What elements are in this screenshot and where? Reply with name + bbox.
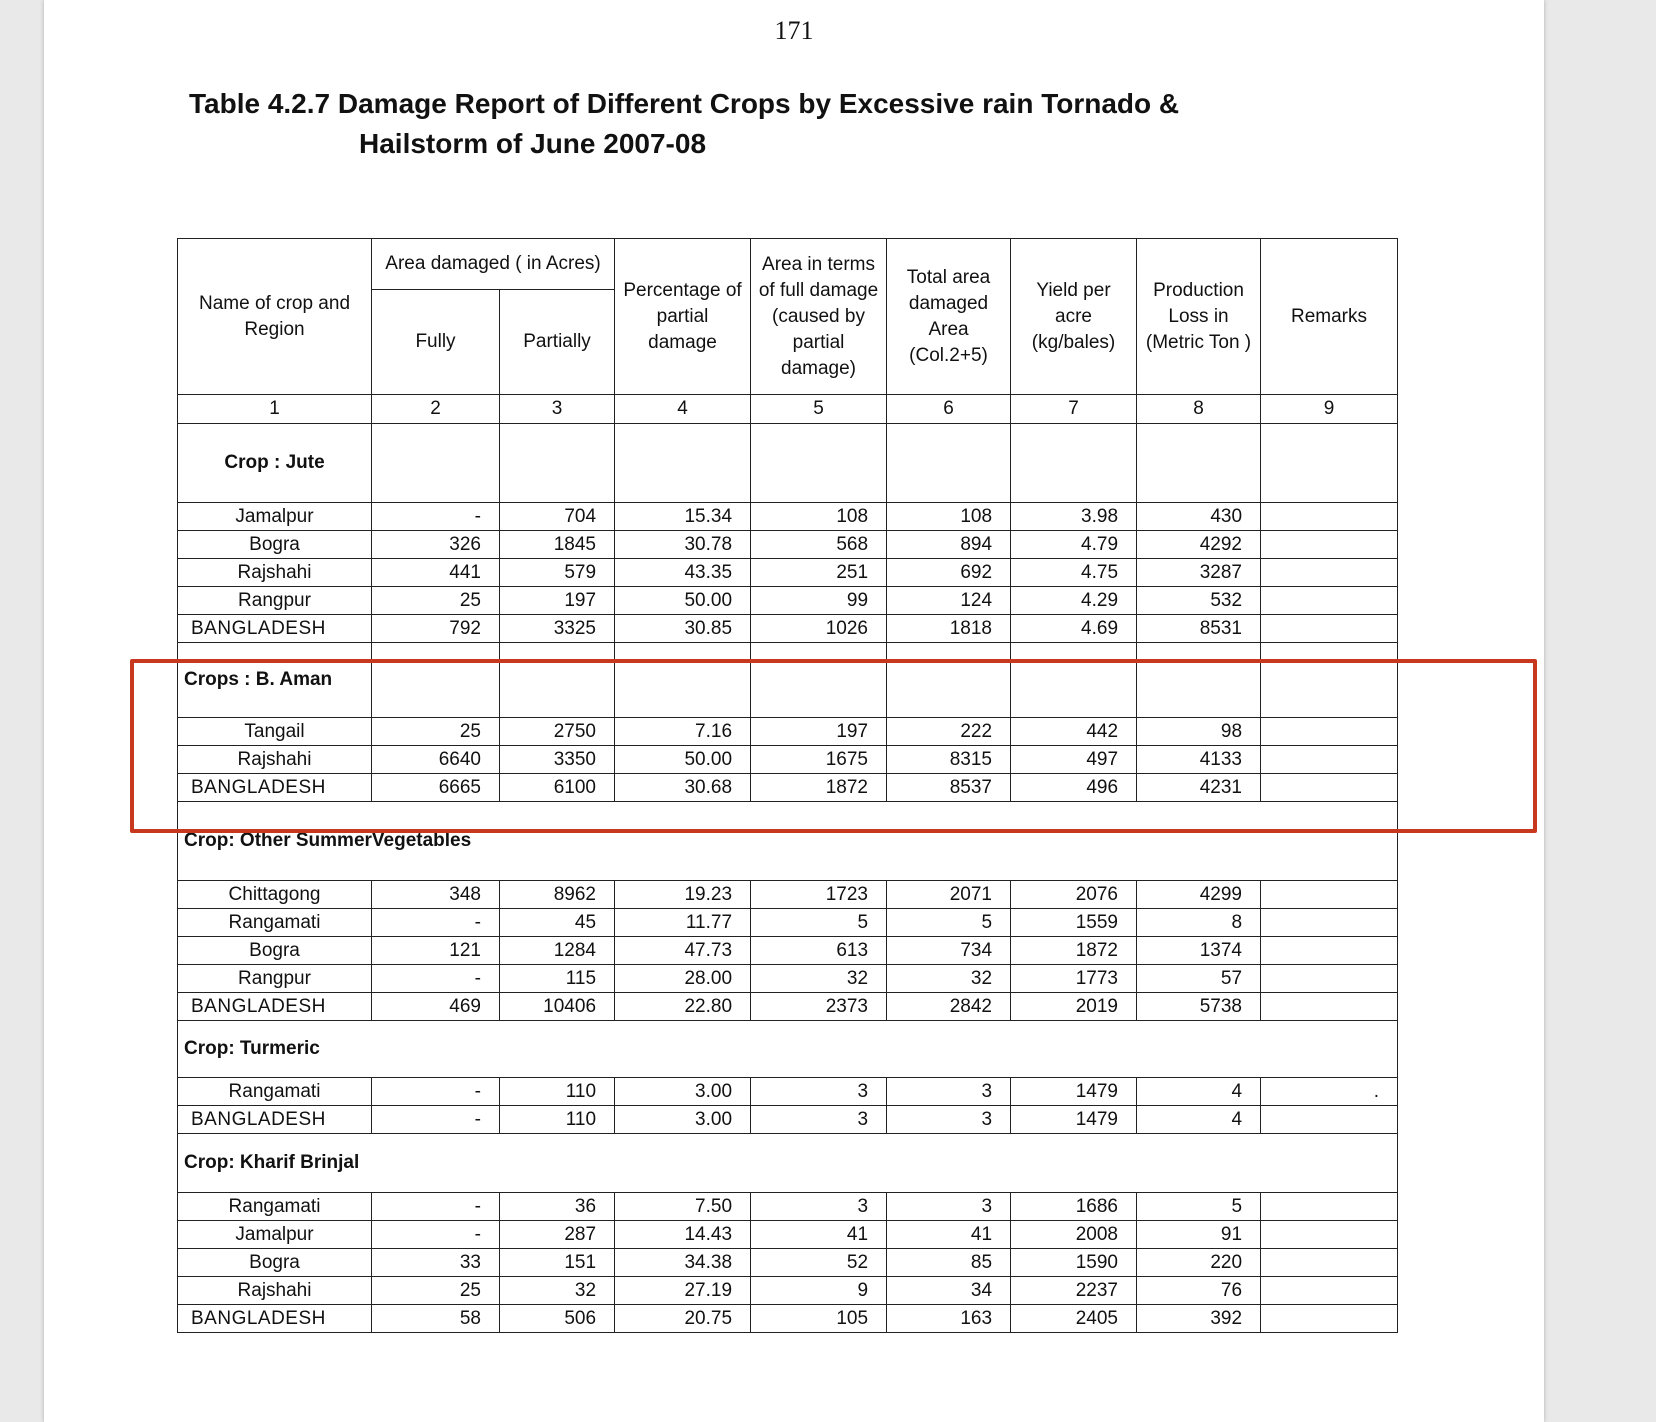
value-cell: 25 — [372, 1277, 500, 1305]
table-row — [178, 909, 1398, 937]
table-row — [178, 1277, 1398, 1305]
table-row — [178, 1193, 1398, 1221]
total-row — [178, 993, 1398, 1021]
value-cell: - — [372, 965, 500, 993]
region-cell: Rangpur — [178, 587, 372, 615]
value-cell: 1773 — [1011, 965, 1137, 993]
region-cell: Rangamati — [178, 1193, 372, 1221]
region-cell: Rajshahi — [178, 1277, 372, 1305]
value-cell: 251 — [751, 559, 887, 587]
section-label: Crop : Jute — [178, 424, 372, 503]
value-cell — [1261, 587, 1398, 615]
total-value: 3325 — [500, 615, 615, 643]
value-cell: 8315 — [887, 746, 1011, 774]
header-name: Name of crop and Region — [178, 239, 372, 395]
value-cell: 326 — [372, 531, 500, 559]
total-value: 110 — [500, 1106, 615, 1134]
column-number: 1 — [178, 395, 372, 424]
value-cell: 442 — [1011, 718, 1137, 746]
value-cell: 5 — [1137, 1193, 1261, 1221]
value-cell: 3 — [887, 1193, 1011, 1221]
value-cell: 41 — [751, 1221, 887, 1249]
section-row — [178, 1021, 1398, 1078]
value-cell: 98 — [1137, 718, 1261, 746]
value-cell: 1590 — [1011, 1249, 1137, 1277]
value-cell: 894 — [887, 531, 1011, 559]
value-cell: 1686 — [1011, 1193, 1137, 1221]
value-cell — [1261, 1249, 1398, 1277]
value-cell: 15.34 — [615, 503, 751, 531]
value-cell: - — [372, 1221, 500, 1249]
header-total-area: Total area damaged Area (Col.2+5) — [887, 239, 1011, 395]
table-title — [189, 84, 1179, 164]
value-cell: 32 — [751, 965, 887, 993]
value-cell: 7.16 — [615, 718, 751, 746]
section-empty-cell — [751, 424, 887, 503]
total-value: 3 — [751, 1106, 887, 1134]
value-cell: 124 — [887, 587, 1011, 615]
value-cell: 2237 — [1011, 1277, 1137, 1305]
value-cell: 115 — [500, 965, 615, 993]
highlight-box — [130, 659, 1537, 833]
value-cell: 692 — [887, 559, 1011, 587]
value-cell: 43.35 — [615, 559, 751, 587]
section-empty-cell — [1137, 424, 1261, 503]
region-cell: Rajshahi — [178, 746, 372, 774]
value-cell: 222 — [887, 718, 1011, 746]
value-cell: 704 — [500, 503, 615, 531]
region-cell: Bogra — [178, 1249, 372, 1277]
value-cell: 45 — [500, 909, 615, 937]
total-label: BANGLADESH — [178, 615, 372, 643]
table-row — [178, 881, 1398, 909]
total-value: 469 — [372, 993, 500, 1021]
value-cell: 441 — [372, 559, 500, 587]
value-cell: 4299 — [1137, 881, 1261, 909]
total-value: 58 — [372, 1305, 500, 1333]
value-cell: 91 — [1137, 1221, 1261, 1249]
total-value: 5738 — [1137, 993, 1261, 1021]
region-cell: Jamalpur — [178, 1221, 372, 1249]
value-cell: 1845 — [500, 531, 615, 559]
value-cell — [1261, 559, 1398, 587]
value-cell: 28.00 — [615, 965, 751, 993]
value-cell: 3 — [887, 1078, 1011, 1106]
value-cell: - — [372, 1193, 500, 1221]
value-cell: 3.00 — [615, 1078, 751, 1106]
value-cell: 34.38 — [615, 1249, 751, 1277]
total-value — [1261, 615, 1398, 643]
value-cell: 3287 — [1137, 559, 1261, 587]
section-empty-cell — [615, 424, 751, 503]
value-cell: 4.29 — [1011, 587, 1137, 615]
value-cell: - — [372, 503, 500, 531]
header-yield: Yield per acre (kg/bales) — [1011, 239, 1137, 395]
value-cell: - — [372, 909, 500, 937]
total-value: 30.68 — [615, 774, 751, 802]
region-cell: Rajshahi — [178, 559, 372, 587]
value-cell: 9 — [751, 1277, 887, 1305]
header-percentage: Percentage of partial damage — [615, 239, 751, 395]
header-area-damaged: Area damaged ( in Acres) — [372, 239, 615, 290]
value-cell: 25 — [372, 587, 500, 615]
column-number: 6 — [887, 395, 1011, 424]
value-cell: 151 — [500, 1249, 615, 1277]
value-cell: 568 — [751, 531, 887, 559]
total-value: 6665 — [372, 774, 500, 802]
value-cell: 3.98 — [1011, 503, 1137, 531]
value-cell: 4292 — [1137, 531, 1261, 559]
value-cell: 1723 — [751, 881, 887, 909]
total-value: 2373 — [751, 993, 887, 1021]
value-cell — [1261, 937, 1398, 965]
value-cell: 1675 — [751, 746, 887, 774]
total-label: BANGLADESH — [178, 1106, 372, 1134]
value-cell: 348 — [372, 881, 500, 909]
value-cell: 57 — [1137, 965, 1261, 993]
header-area-full: Area in terms of full damage (caused by partial damage) — [751, 239, 887, 395]
value-cell: 47.73 — [615, 937, 751, 965]
value-cell: 4.75 — [1011, 559, 1137, 587]
table-row — [178, 965, 1398, 993]
column-number: 7 — [1011, 395, 1137, 424]
value-cell: 34 — [887, 1277, 1011, 1305]
region-cell: Rangpur — [178, 965, 372, 993]
header-remarks: Remarks — [1261, 239, 1398, 395]
total-value: 4 — [1137, 1106, 1261, 1134]
value-cell: - — [372, 1078, 500, 1106]
value-cell: 33 — [372, 1249, 500, 1277]
total-label: BANGLADESH — [178, 774, 372, 802]
section-row — [178, 424, 1398, 503]
value-cell: 197 — [500, 587, 615, 615]
table-row — [178, 503, 1398, 531]
column-number: 9 — [1261, 395, 1398, 424]
column-number: 2 — [372, 395, 500, 424]
value-cell: 220 — [1137, 1249, 1261, 1277]
value-cell: 1284 — [500, 937, 615, 965]
total-value: 4231 — [1137, 774, 1261, 802]
total-row — [178, 1305, 1398, 1333]
value-cell: 7.50 — [615, 1193, 751, 1221]
column-number: 8 — [1137, 395, 1261, 424]
total-value — [1261, 1106, 1398, 1134]
total-value: 8531 — [1137, 615, 1261, 643]
value-cell — [1261, 965, 1398, 993]
region-cell: Rangamati — [178, 909, 372, 937]
total-row — [178, 615, 1398, 643]
value-cell: 85 — [887, 1249, 1011, 1277]
value-cell: 2008 — [1011, 1221, 1137, 1249]
total-row — [178, 1106, 1398, 1134]
value-cell: 287 — [500, 1221, 615, 1249]
total-value: 20.75 — [615, 1305, 751, 1333]
region-cell: Rangamati — [178, 1078, 372, 1106]
section-row — [178, 1134, 1398, 1193]
value-cell: 110 — [500, 1078, 615, 1106]
section-empty-cell — [500, 424, 615, 503]
value-cell: 1559 — [1011, 909, 1137, 937]
total-value: 10406 — [500, 993, 615, 1021]
section-empty-cell — [887, 424, 1011, 503]
total-value: 163 — [887, 1305, 1011, 1333]
value-cell: 32 — [887, 965, 1011, 993]
header-production: Production Loss in (Metric Ton ) — [1137, 239, 1261, 395]
total-value: 3.00 — [615, 1106, 751, 1134]
value-cell: 50.00 — [615, 746, 751, 774]
value-cell: 3350 — [500, 746, 615, 774]
value-cell — [1261, 1221, 1398, 1249]
value-cell: 50.00 — [615, 587, 751, 615]
value-cell: 14.43 — [615, 1221, 751, 1249]
total-label: BANGLADESH — [178, 993, 372, 1021]
total-value: 2405 — [1011, 1305, 1137, 1333]
value-cell: 197 — [751, 718, 887, 746]
title-line-1: Table 4.2.7 Damage Report of Different Crops by Excessive rain Tornado & — [189, 88, 1180, 119]
header-partially: Partially — [500, 290, 615, 395]
table-row — [178, 1078, 1398, 1106]
value-cell: 613 — [751, 937, 887, 965]
table-row — [178, 1221, 1398, 1249]
value-cell: 19.23 — [615, 881, 751, 909]
total-value — [1261, 993, 1398, 1021]
value-cell: 532 — [1137, 587, 1261, 615]
value-cell: 52 — [751, 1249, 887, 1277]
value-cell: 30.78 — [615, 531, 751, 559]
value-cell: 1479 — [1011, 1078, 1137, 1106]
region-cell: Chittagong — [178, 881, 372, 909]
value-cell: 41 — [887, 1221, 1011, 1249]
value-cell: 1374 — [1137, 937, 1261, 965]
section-label: Crops : B. Aman — [178, 643, 372, 718]
value-cell: 32 — [500, 1277, 615, 1305]
value-cell: 3 — [751, 1078, 887, 1106]
value-cell: 2076 — [1011, 881, 1137, 909]
total-value — [1261, 1305, 1398, 1333]
value-cell: 108 — [887, 503, 1011, 531]
value-cell: 25 — [372, 718, 500, 746]
value-cell: 734 — [887, 937, 1011, 965]
column-number-row — [178, 395, 1398, 424]
value-cell: 121 — [372, 937, 500, 965]
section-empty-cell — [372, 424, 500, 503]
value-cell: 5 — [887, 909, 1011, 937]
table-row — [178, 559, 1398, 587]
region-cell: Jamalpur — [178, 503, 372, 531]
table-row — [178, 531, 1398, 559]
total-value: 8537 — [887, 774, 1011, 802]
total-value: 30.85 — [615, 615, 751, 643]
total-value: 105 — [751, 1305, 887, 1333]
total-value: 792 — [372, 615, 500, 643]
section-label: Crop: Turmeric — [178, 1021, 1398, 1078]
value-cell: 36 — [500, 1193, 615, 1221]
value-cell: 11.77 — [615, 909, 751, 937]
value-cell — [1261, 1193, 1398, 1221]
table-row — [178, 937, 1398, 965]
section-label: Crop: Other SummerVegetables — [178, 802, 1398, 881]
value-cell: 3 — [751, 1193, 887, 1221]
document-page — [44, 0, 1544, 1422]
total-value: 1479 — [1011, 1106, 1137, 1134]
total-value: 392 — [1137, 1305, 1261, 1333]
column-number: 3 — [500, 395, 615, 424]
total-value: 22.80 — [615, 993, 751, 1021]
total-value: 2019 — [1011, 993, 1137, 1021]
section-empty-cell — [1261, 424, 1398, 503]
value-cell: 5 — [751, 909, 887, 937]
column-number: 5 — [751, 395, 887, 424]
value-cell: 108 — [751, 503, 887, 531]
section-empty-cell — [1011, 424, 1137, 503]
value-cell: 27.19 — [615, 1277, 751, 1305]
value-cell: 76 — [1137, 1277, 1261, 1305]
region-cell: Bogra — [178, 531, 372, 559]
value-cell: 2071 — [887, 881, 1011, 909]
total-value: 4.69 — [1011, 615, 1137, 643]
value-cell: 6640 — [372, 746, 500, 774]
value-cell: 430 — [1137, 503, 1261, 531]
total-value: - — [372, 1106, 500, 1134]
value-cell: . — [1261, 1078, 1398, 1106]
value-cell: 99 — [751, 587, 887, 615]
total-value: 1026 — [751, 615, 887, 643]
value-cell — [1261, 909, 1398, 937]
header-fully: Fully — [372, 290, 500, 395]
value-cell — [1261, 1277, 1398, 1305]
table-row — [178, 587, 1398, 615]
total-value: 496 — [1011, 774, 1137, 802]
total-value: 506 — [500, 1305, 615, 1333]
region-cell: Tangail — [178, 718, 372, 746]
value-cell: 4.79 — [1011, 531, 1137, 559]
total-value: 1872 — [751, 774, 887, 802]
section-label: Crop: Kharif Brinjal — [178, 1134, 1398, 1193]
value-cell — [1261, 531, 1398, 559]
page-number: 171 — [774, 16, 814, 45]
value-cell: 1872 — [1011, 937, 1137, 965]
value-cell: 2750 — [500, 718, 615, 746]
value-cell: 497 — [1011, 746, 1137, 774]
total-value: 1818 — [887, 615, 1011, 643]
title-line-2: Hailstorm of June 2007-08 — [359, 128, 707, 159]
value-cell: 4 — [1137, 1078, 1261, 1106]
region-cell: Bogra — [178, 937, 372, 965]
total-value: 6100 — [500, 774, 615, 802]
value-cell: 8 — [1137, 909, 1261, 937]
total-value: 3 — [887, 1106, 1011, 1134]
value-cell: 4133 — [1137, 746, 1261, 774]
value-cell: 8962 — [500, 881, 615, 909]
column-number: 4 — [615, 395, 751, 424]
value-cell — [1261, 881, 1398, 909]
value-cell: 579 — [500, 559, 615, 587]
total-label: BANGLADESH — [178, 1305, 372, 1333]
total-value: 2842 — [887, 993, 1011, 1021]
table-row — [178, 1249, 1398, 1277]
value-cell — [1261, 503, 1398, 531]
